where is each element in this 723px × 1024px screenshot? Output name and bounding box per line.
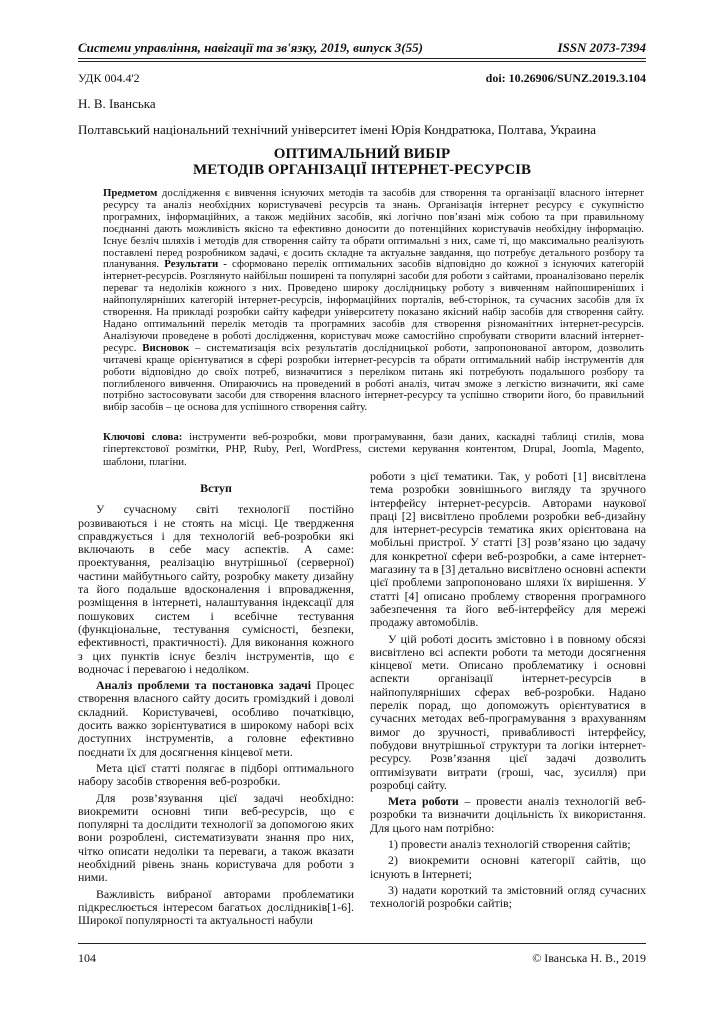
left-column xyxy=(78,466,354,931)
paper-title xyxy=(78,146,646,178)
page-number: 104 xyxy=(78,951,96,965)
problem-paragraph xyxy=(78,679,354,759)
keywords xyxy=(103,431,644,468)
problem-heading: Аналіз проблеми та постановка задачі xyxy=(96,678,312,693)
importance-paragraph: Важливість вибраної авторами проблематики підкреслюється інтересом багатьох дослідників[1-6]. Широкої популярності та актуальності набули xyxy=(78,886,354,928)
review-paragraph: роботи з цієї тематики. Так, у роботі [1] висвітлена тема розробки зовнішнього вигляду та зручного інтерфейсу інтернет-ресурсів. Авторами наукової праці [2] висвітлено проблеми розробки веб-дизайну для інтернет-ресурсів тематика яких орієнтована на мобільні пристрої. У статті [3] розв’язано цю задачу для конкретної сфери веб-розробки, а саме інтернет-магазину та в [3] детально висвітлено основні аспекти цієї проблеми запропоновано шляхи їх вирішення. У статті [4] описано проблему створення програмного забезпечення та його веб-інтерфейсу для мережі продажу автомобілів. xyxy=(370,469,646,630)
keywords-text: інструменти веб-розробки, мови програмування, бази даних, каскадні таблиці стилів, мова гіпертекстової розмітки, PHP, Ruby, Perl, WordPress, системи керування контентом, Drupal, Joomla, Magento, шаблони, плагіни. xyxy=(103,431,644,468)
abstract-lead-subject: Предметом xyxy=(103,187,158,199)
abstract-text-conclusion: – систематизація всіх результатів дослідницької роботи, запропонованої автором, дозволить читачеві краще орієнтуватися в сфері розробки інтернет-ресурсів та обрати оптимальний набір інструментів для роботи відповідно до своїх потреб, визначитися з переліком питань які потребують подальшого розбору та поглибленого вивчення. Опираючись на проведений в роботі аналіз, читач зможе з легкістю визначити, які саме потрібно застосовувати засоби для створення власного інтернет-ресурсу та успішно створити його, бо правильний вибір засобів – це основа для успішного створення сайту. xyxy=(103,341,644,414)
doi: doi: 10.26906/SUNZ.2019.3.104 xyxy=(485,71,646,85)
abstract-text-subject: дослідження є вивчення існуючих методів та засобів для створення та організації власного інтернет ресурсу та аналіз необхідних користувачеві ресурсів та знань. Організація інтернет ресурсу є сукупністю програмних, інформаційних, а також медійних засобів, які логічно пов’язані між собою та при правильному поєднанні дають можливість якісно та ефективно доносити до потенційних користувачів необхідну інформацію. Існує безліч шляхів і методів для створення сайту та обрати оптимальні з них, саме ті, що максимально реалізують поставлені перед розробником задачі, є досить складне та актуальне завдання, що потребує детального розбору та планування. xyxy=(103,187,644,271)
journal-header xyxy=(78,40,646,58)
aim-list-item: 3) надати короткий та змістовний огляд сучасних технологій розробки сайтів; xyxy=(370,882,646,911)
intro-paragraph-1: У сучасному світі технології постійно розвиваються і не стоять на місці. Це твердження справджується і для технологій веб-розробки які включають в себе масу аспектів. А саме: проектування, реалізацію внутрішньої (серверної) частини майбутнього сайту, розробку макету дизайну та його подальше вдосконалення і впровадження, розміщення в інтернеті, налаштування індексації для пошукових систем і всебічне тестування (функціональне, тестування сумісності, безпеки, ефективності, практичності). Для виконання кожного з цих пунктів існує безліч інструментів, що є водночас і перевагою і недоліком. xyxy=(78,502,354,676)
author-name: Н. В. Іванська xyxy=(78,96,156,111)
tasks-paragraph: Для розв’язування цієї задачі необхідно: виокремити основні типи веб-ресурсів, що є популярні та дослідити технології за допомогою яких вони розроблені, систематизувати знання про них, чітко описати недоліки та переваги, а також вказати необхідний рівень знань користувача для роботи з ними. xyxy=(78,790,354,885)
footer-rule xyxy=(78,943,646,944)
keywords-label: Ключові слова: xyxy=(103,431,183,443)
header-rule-top xyxy=(78,58,646,59)
abstract-paragraph xyxy=(103,188,644,414)
aim-list-item: 1) провести аналіз технологій створення сайтів; xyxy=(388,837,631,852)
abstract-text-results: сформовано перелік оптимальних засобів відповідно до кожної з існуючих категорій інтернет-ресурсів. Розглянуто найбільш поширені та популярні засоби для роботи з сайтами, проаналізовано перелік переваг та недоліків кожного з них. Проведено широку дослідницьку роботу з вивченням найпоширеніших і найпопулярніших категорій інтернет-ресурсів, інформаційних порталів, веб-сторінок, та сучасних засобів для їх створення. На прикладі розробки сайту кафедри університету показано якісний набір засобів для створення сайту. Надано оптимальний перелік методів та програмних засобів для створення різноманітних інтернет-ресурсів. Аналізуючи проведене в роботі дослідження, користувач може самостійно спробувати створити власний інтернет-ресурс. xyxy=(103,258,644,354)
scope-paragraph: У цій роботі досить змістовно і в повному обсязі висвітлено всі аспекти роботи та методи досягнення кінцевої мети. Описано проблематику і основні аспекти організації інтернет-ресурсів в найпопулярніших сферах веб-розробки. Надано перелік порад, що допоможуть орієнтуватися в сучасних методах веб-програмування з врахуванням вимог до зручності, привабливості інтерфейсу, побудови внутрішньої структури та логіки інтернет-ресурсу. Розв’язання цієї задачі дозволить оптимізувати витрати (гроші, час, зусилля) при розробці сайту. xyxy=(370,631,646,792)
issn: ISSN 2073-7394 xyxy=(557,40,646,55)
aim-list-item: 2) виокремити основні категорії сайтів, що існують в Інтернеті; xyxy=(370,853,646,881)
aim-heading: Мета роботи xyxy=(388,794,459,809)
right-column xyxy=(370,470,646,914)
aim-paragraph xyxy=(370,795,646,835)
abstract xyxy=(103,188,644,414)
paper-title-line-1: ОПТИМАЛЬНИЙ ВИБІР xyxy=(273,146,451,162)
abstract-lead-results: Результати - xyxy=(164,258,227,271)
header-rule-bottom xyxy=(78,61,646,62)
paper-title-line-2: МЕТОДІВ ОРГАНІЗАЦІЇ ІНТЕРНЕТ-РЕСУРСІВ xyxy=(193,162,531,178)
udk-code: УДК 004.4'2 xyxy=(78,71,140,85)
author-affiliation: Полтавський національний технічний університет імені Юрія Кондратюка, Полтава, Украина xyxy=(78,122,597,137)
abstract-lead-conclusion: Висновок xyxy=(142,341,190,354)
journal-title: Системи управління, навігації та зв'язку, 2019, випуск 3(55) xyxy=(78,40,423,55)
aim-text: – провести аналіз технологій веб-розробки та визначити доцільність їх використання. Для цього нам потрібно: xyxy=(370,794,646,835)
section-title-introduction: Вступ xyxy=(200,481,232,495)
goal-paragraph: Мета цієї статті полягає в підборі оптимального набору засобів створення веб-розробки. xyxy=(78,760,354,789)
copyright: © Іванська Н. В., 2019 xyxy=(532,951,646,965)
problem-text: Процес створення власного сайту досить громіздкий і доволі складний. Користувачеві, особливо початківцю, досить важко зорієнтуватися в широкому наборі всіх доступних інструментів, а головне ефективно поєднати їх для досягнення кінцевої мети. xyxy=(78,678,355,759)
